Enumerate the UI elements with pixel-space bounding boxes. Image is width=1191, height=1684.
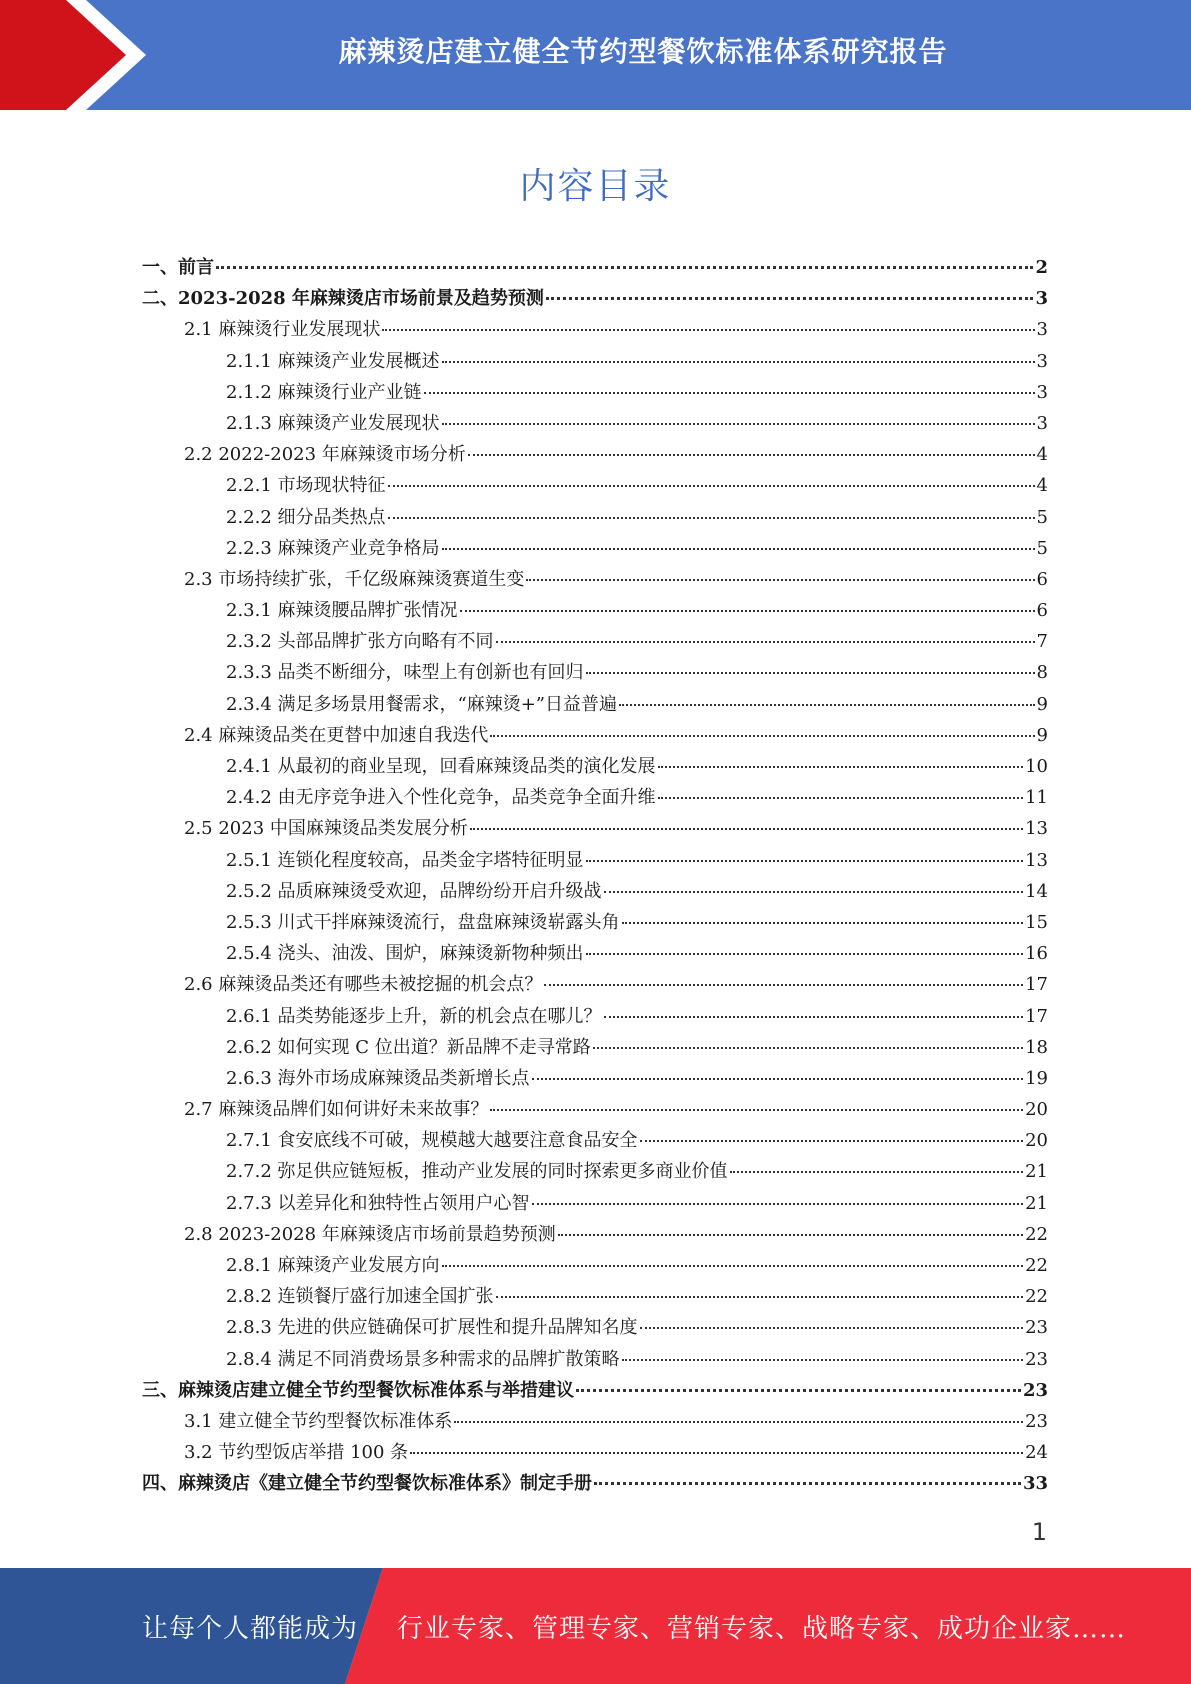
toc-entry-label: 2.6.1 品类势能逐步上升，新的机会点在哪儿？: [226, 1005, 602, 1027]
toc-entry[interactable]: [142, 439, 1048, 470]
report-title: 麻辣烫店建立健全节约型餐饮标准体系研究报告: [338, 35, 948, 68]
toc-entry-label: 2.8.2 连锁餐厅盛行加速全国扩张: [226, 1286, 494, 1308]
toc-entry-page: 6: [1036, 568, 1048, 590]
toc-dot-leader: [544, 984, 1023, 986]
toc-entry-label: 2.2.3 麻辣烫产业竞争格局: [226, 537, 440, 559]
toc-entry[interactable]: [142, 626, 1048, 657]
toc-dot-leader: [532, 1078, 1024, 1080]
toc-entry-page: 9: [1036, 693, 1048, 715]
toc-entry-label: 2.7 麻辣烫品牌们如何讲好未来故事？: [184, 1099, 489, 1121]
toc-entry-page: 8: [1036, 662, 1048, 684]
toc-entry-page: 3: [1036, 412, 1048, 434]
toc-entry[interactable]: [142, 1281, 1048, 1312]
toc-entry-page: 4: [1036, 475, 1048, 497]
toc-entry[interactable]: [142, 1188, 1048, 1219]
toc-entry-label: 2.7.3 以差异化和独特性占领用户心智: [226, 1192, 530, 1214]
toc-entry-page: 3: [1036, 350, 1048, 372]
toc-entry-label: 2.6 麻辣烫品类还有哪些未被挖掘的机会点？: [184, 974, 543, 996]
toc-dot-leader: [442, 548, 1035, 550]
footer-slogan-right: 行业专家、管理专家、营销专家、战略专家、成功企业家……: [397, 1613, 1127, 1644]
toc-entry-label: 3.2 节约型饭店举措 100 条: [184, 1442, 409, 1464]
toc-entry[interactable]: [142, 1406, 1048, 1437]
toc-entry[interactable]: [142, 533, 1048, 564]
toc-entry[interactable]: [142, 1032, 1048, 1063]
toc-dot-leader: [470, 828, 1023, 830]
toc-entry[interactable]: [142, 346, 1048, 377]
toc-entry-label: 2.3.4 满足多场景用餐需求，“麻辣烫+”日益普遍: [226, 693, 618, 715]
toc-entry-label: 2.3.2 头部品牌扩张方向略有不同: [226, 631, 494, 653]
toc-dot-leader: [586, 672, 1035, 674]
toc-heading: 内容目录: [519, 166, 672, 207]
toc-dot-leader: [442, 423, 1035, 425]
toc-entry-page: 18: [1025, 1036, 1048, 1058]
footer-slogan-left: 让每个人都能成为: [142, 1613, 359, 1644]
toc-dot-leader: [490, 1109, 1023, 1111]
toc-dot-leader: [496, 641, 1035, 643]
toc-entry[interactable]: [142, 1344, 1048, 1375]
toc-dot-leader: [410, 1452, 1023, 1454]
toc-dot-leader: [490, 735, 1034, 737]
toc-entry[interactable]: [142, 813, 1048, 844]
toc-entry-page: 16: [1025, 943, 1048, 965]
toc-dot-leader: [604, 1016, 1024, 1018]
toc-entry-page: 20: [1025, 1099, 1048, 1121]
toc-entry-page: 23: [1025, 1410, 1048, 1432]
toc-entry-label: 四、麻辣烫店《建立健全节约型餐饮标准体系》制定手册: [142, 1473, 592, 1495]
toc-dot-leader: [454, 1421, 1023, 1423]
toc-dot-leader: [468, 454, 1035, 456]
toc-entry-page: 23: [1025, 1317, 1048, 1339]
toc-entry[interactable]: [142, 1468, 1048, 1499]
toc-entry-label: 2.3.1 麻辣烫腰品牌扩张情况: [226, 600, 458, 622]
toc-entry-label: 2.5.1 连锁化程度较高，品类金字塔特征明显: [226, 849, 584, 871]
toc-entry[interactable]: [142, 408, 1048, 439]
toc-entry[interactable]: [142, 1001, 1048, 1032]
toc-entry-label: 2.2 2022-2023 年麻辣烫市场分析: [184, 444, 466, 466]
toc-entry-page: 17: [1025, 1005, 1048, 1027]
toc-entry-label: 2.8.1 麻辣烫产业发展方向: [226, 1255, 440, 1276]
toc-dot-leader: [622, 922, 1024, 924]
toc-entry-page: 7: [1036, 631, 1048, 653]
toc-entry-page: 15: [1025, 911, 1048, 933]
toc-entry-label: 2.4 麻辣烫品类在更替中加速自我迭代: [184, 724, 489, 746]
toc-entry[interactable]: [142, 938, 1048, 969]
toc-entry[interactable]: [142, 1437, 1048, 1468]
toc-entry[interactable]: [142, 1156, 1048, 1187]
toc-entry[interactable]: [142, 1094, 1048, 1125]
toc-entry-page: 21: [1025, 1192, 1048, 1214]
toc-entry[interactable]: [142, 876, 1048, 907]
toc-entry-label: 二、2023-2028 年麻辣烫店市场前景及趋势预测: [142, 288, 544, 310]
toc-entry-page: 17: [1025, 974, 1048, 996]
toc-dot-leader: [532, 1203, 1024, 1205]
toc-entry-page: 3: [1036, 381, 1048, 403]
toc-dot-leader: [546, 297, 1034, 300]
toc-entry-label: 2.7.2 弥足供应链短板，推动产业发展的同时探索更多商业价值: [226, 1161, 728, 1183]
toc-dot-leader: [558, 1234, 1023, 1236]
table-of-contents: [142, 252, 1048, 1500]
toc-dot-leader: [658, 766, 1024, 768]
toc-entry-page: 13: [1025, 849, 1048, 871]
toc-entry-label: 2.1.2 麻辣烫行业产业链: [226, 381, 422, 403]
toc-entry-label: 2.5.3 川式干拌麻辣烫流行，盘盘麻辣烫崭露头角: [226, 911, 620, 933]
toc-dot-leader: [730, 1171, 1024, 1173]
toc-entry-label: 2.5.4 浇头、油泼、围炉，麻辣烫新物种频出: [226, 943, 584, 965]
toc-entry[interactable]: [142, 470, 1048, 501]
toc-entry[interactable]: [142, 1375, 1048, 1406]
toc-dot-leader: [382, 329, 1034, 331]
toc-entry-page: 24: [1025, 1442, 1048, 1464]
toc-entry-page: 19: [1025, 1067, 1048, 1089]
toc-entry[interactable]: [142, 720, 1048, 751]
toc-entry-page: 4: [1036, 444, 1048, 466]
toc-dot-leader: [640, 1327, 1024, 1329]
toc-entry-page: 11: [1025, 787, 1048, 809]
toc-entry[interactable]: [142, 1250, 1048, 1281]
toc-entry-label: 2.1 麻辣烫行业发展现状: [184, 319, 381, 341]
toc-entry-page: 20: [1025, 1130, 1048, 1152]
toc-entry[interactable]: [142, 907, 1048, 938]
toc-entry-page: 2: [1035, 257, 1048, 278]
toc-entry[interactable]: [142, 595, 1048, 626]
toc-entry-page: 13: [1025, 818, 1048, 840]
toc-entry[interactable]: [142, 283, 1048, 314]
toc-entry-page: 23: [1022, 1379, 1048, 1401]
toc-entry-label: 2.7.1 食安底线不可破，规模越大越要注意食品安全: [226, 1130, 638, 1152]
toc-dot-leader: [586, 860, 1024, 862]
footer-band: [0, 1568, 1191, 1684]
toc-entry[interactable]: [142, 689, 1048, 720]
toc-dot-leader: [496, 1296, 1024, 1298]
toc-dot-leader: [622, 1359, 1024, 1361]
toc-entry-label: 2.1.3 麻辣烫产业发展现状: [226, 412, 440, 434]
toc-entry[interactable]: [142, 657, 1048, 688]
toc-dot-leader: [593, 1047, 1023, 1049]
toc-entry-label: 2.8 2023-2028 年麻辣烫店市场前景趋势预测: [184, 1223, 556, 1245]
toc-dot-leader: [388, 485, 1035, 487]
toc-dot-leader: [442, 361, 1035, 363]
toc-entry-label: 2.8.3 先进的供应链确保可扩展性和提升品牌知名度: [226, 1317, 638, 1339]
toc-entry-label: 2.5.2 品质麻辣烫受欢迎，品牌纷纷开启升级战: [226, 880, 602, 902]
toc-entry-label: 一、前言: [142, 257, 214, 278]
toc-dot-leader: [576, 1389, 1021, 1392]
toc-entry-label: 2.5 2023 中国麻辣烫品类发展分析: [184, 818, 468, 840]
toc-entry-page: 22: [1025, 1286, 1048, 1308]
toc-entry[interactable]: [142, 969, 1048, 1000]
toc-entry-page: 6: [1036, 600, 1048, 622]
page-number: 1: [1031, 1518, 1047, 1546]
toc-entry-page: 21: [1025, 1161, 1048, 1183]
toc-entry-page: 33: [1022, 1473, 1048, 1495]
toc-entry-page: 5: [1036, 537, 1048, 559]
toc-dot-leader: [640, 1140, 1024, 1142]
toc-dot-leader: [216, 266, 1033, 269]
toc-entry-page: 3: [1035, 288, 1048, 310]
toc-entry[interactable]: [142, 377, 1048, 408]
toc-entry-page: 5: [1036, 506, 1048, 528]
toc-entry[interactable]: [142, 782, 1048, 813]
toc-entry[interactable]: [142, 564, 1048, 595]
toc-dot-leader: [424, 392, 1035, 394]
toc-entry[interactable]: [142, 1312, 1048, 1343]
toc-dot-leader: [460, 610, 1035, 612]
toc-entry-page: 22: [1025, 1255, 1048, 1276]
toc-entry[interactable]: [142, 751, 1048, 782]
toc-entry[interactable]: [142, 1219, 1048, 1250]
toc-entry-label: 2.3 市场持续扩张，千亿级麻辣烫赛道生变: [184, 568, 525, 590]
toc-entry[interactable]: [142, 845, 1048, 876]
toc-entry-label: 2.4.2 由无序竞争进入个性化竞争，品类竞争全面升维: [226, 787, 656, 809]
toc-dot-leader: [586, 953, 1024, 955]
toc-dot-leader: [658, 797, 1024, 799]
toc-dot-leader: [594, 1482, 1021, 1485]
toc-entry[interactable]: [142, 1063, 1048, 1094]
toc-entry-label: 3.1 建立健全节约型餐饮标准体系: [184, 1410, 453, 1432]
toc-entry-page: 10: [1025, 756, 1048, 777]
toc-entry-label: 2.3.3 品类不断细分，味型上有创新也有回归: [226, 662, 584, 684]
toc-entry-page: 22: [1025, 1223, 1048, 1245]
toc-entry[interactable]: [142, 314, 1048, 345]
toc-entry-label: 2.4.1 从最初的商业呈现，回看麻辣烫品类的演化发展: [226, 756, 656, 777]
toc-dot-leader: [526, 579, 1034, 581]
toc-entry-page: 14: [1025, 880, 1048, 902]
toc-entry-label: 2.6.3 海外市场成麻辣烫品类新增长点: [226, 1067, 530, 1089]
toc-entry-page: 3: [1036, 319, 1048, 341]
toc-dot-leader: [442, 1265, 1024, 1267]
toc-entry[interactable]: [142, 252, 1048, 283]
header-band: [0, 0, 1191, 110]
toc-entry-label: 2.2.1 市场现状特征: [226, 475, 386, 497]
toc-entry-label: 2.2.2 细分品类热点: [226, 506, 386, 528]
toc-entry-label: 2.1.1 麻辣烫产业发展概述: [226, 350, 440, 372]
toc-entry[interactable]: [142, 1125, 1048, 1156]
toc-entry-label: 三、麻辣烫店建立健全节约型餐饮标准体系与举措建议: [142, 1379, 574, 1401]
toc-entry-page: 23: [1025, 1348, 1048, 1370]
toc-dot-leader: [604, 891, 1024, 893]
toc-dot-leader: [388, 517, 1035, 519]
toc-entry-label: 2.8.4 满足不同消费场景多种需求的品牌扩散策略: [226, 1348, 620, 1370]
toc-dot-leader: [619, 704, 1035, 706]
toc-entry-label: 2.6.2 如何实现 C 位出道？新品牌不走寻常路: [226, 1036, 591, 1058]
toc-entry-page: 9: [1036, 724, 1048, 746]
toc-entry[interactable]: [142, 502, 1048, 533]
